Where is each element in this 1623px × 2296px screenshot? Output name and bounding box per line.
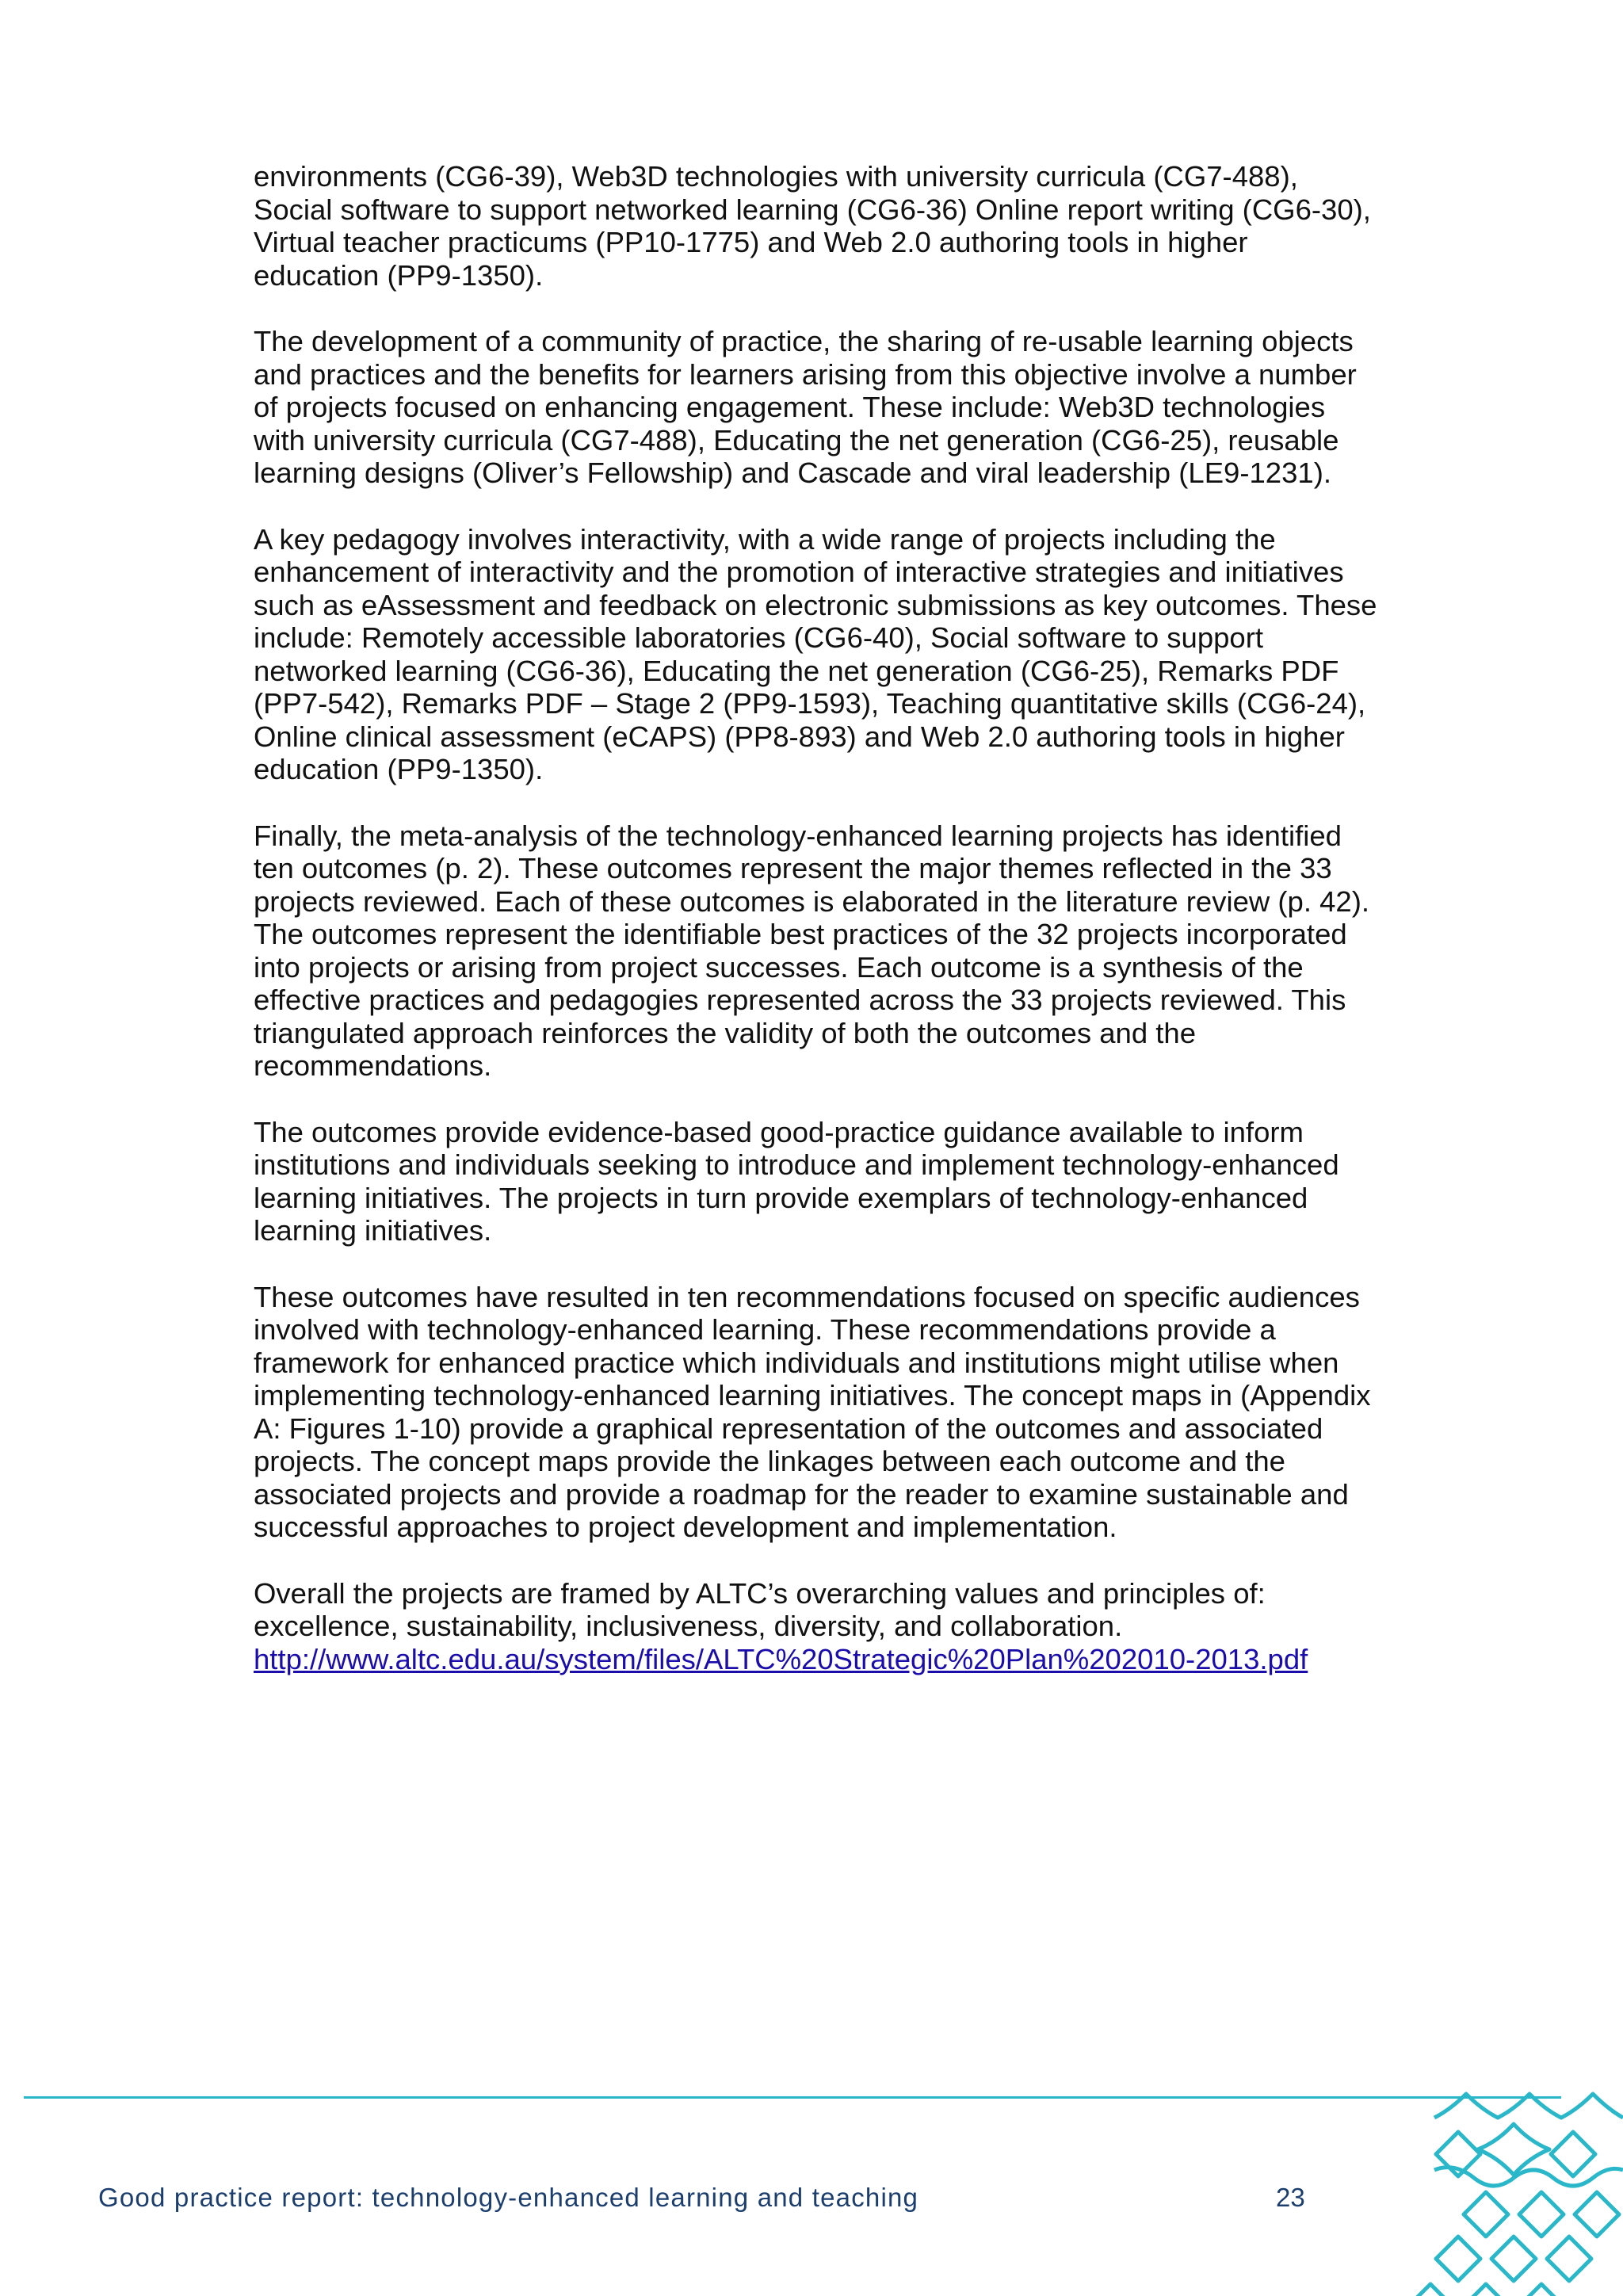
closing-paragraph bbox=[254, 1577, 1379, 1676]
footer-report-title: Good practice report: technology-enhanced learning and teaching bbox=[98, 2183, 919, 2212]
strategic-plan-link[interactable]: http://www.altc.edu.au/system/files/ALTC%20Strategic%20Plan%202010-2013.pdf bbox=[254, 1642, 1308, 1675]
footer-divider bbox=[24, 2096, 1561, 2099]
body-paragraph-2: The development of a community of practice, the sharing of re-usable learning objects and practices and the benefits for learners arising from this objective involve a number of projects focused on enhancing engagement. These include: Web3D technologies with university curricula (CG7-488), Educating the net generation (CG6-25), reusable learning designs (Oliver’s Fellowship) and Cascade and viral leadership (LE9-1231). bbox=[254, 325, 1357, 489]
body-paragraph-6: These outcomes have resulted in ten recommendations focused on specific audiences involved with technology-enhanced learning. These recommendations provide a framework for enhanced practice which individuals and institutions might utilise when implementing technology-enhanced learning initiatives. The concept maps in (Appendix A: Figures 1-10) provide a graphical representation of the outcomes and associated projects. The concept maps provide the linkages between each outcome and the associated projects and provide a roadmap for the reader to examine sustainable and successful approaches to project development and implementation. bbox=[254, 1280, 1371, 1543]
body-paragraph-4: Finally, the meta-analysis of the technology-enhanced learning projects has identified ten outcomes (p. 2). These outcomes represent the major themes reflected in the 33 projects reviewed. Each of these outcomes is elaborated in the literature review (p. 42). The outcomes represent the identifiable best practices of the 32 projects incorporated into projects or arising from project successes. Each outcome is a synthesis of the effective practices and pedagogies represented across the 33 projects reviewed. This triangulated approach reinforces the validity of both the outcomes and the recommendations. bbox=[254, 819, 1369, 1082]
body-paragraph-1: environments (CG6-39), Web3D technologies with university curricula (CG7-488), Social software to support networked learning (CG6-36) Online report writing (CG6-30), Virtual teacher practicums (PP10-1775) and Web 2.0 authoring tools in higher education (PP9-1350). bbox=[254, 160, 1371, 292]
diamond-pattern-icon bbox=[1411, 2076, 1623, 2296]
report-body bbox=[254, 160, 1379, 1709]
closing-text: Overall the projects are framed by ALTC’s overarching values and principles of: excellence, sustainability, inclusiveness, diversity, and collaboration. bbox=[254, 1576, 1266, 1642]
body-paragraph-5: The outcomes provide evidence-based good-practice guidance available to inform institutions and individuals seeking to introduce and implement technology-enhanced learning initiatives. The projects in turn provide exemplars of technology-enhanced learning initiatives. bbox=[254, 1115, 1339, 1247]
page-number: 23 bbox=[1276, 2183, 1305, 2212]
body-paragraph-3: A key pedagogy involves interactivity, with a wide range of projects including the enhancement of interactivity and the promotion of interactive strategies and initiatives such as eAssessment and feedback on electronic submissions as key outcomes. These include: Remotely accessible laboratories (CG6-40), Social software to support networked learning (CG6-36), Educating the net generation (CG6-25), Remarks PDF (PP7-542), Remarks PDF – Stage 2 (PP9-1593), Teaching quantitative skills (CG6-24), Online clinical assessment (eCAPS) (PP8-893) and Web 2.0 authoring tools in higher education (PP9-1350). bbox=[254, 522, 1377, 785]
